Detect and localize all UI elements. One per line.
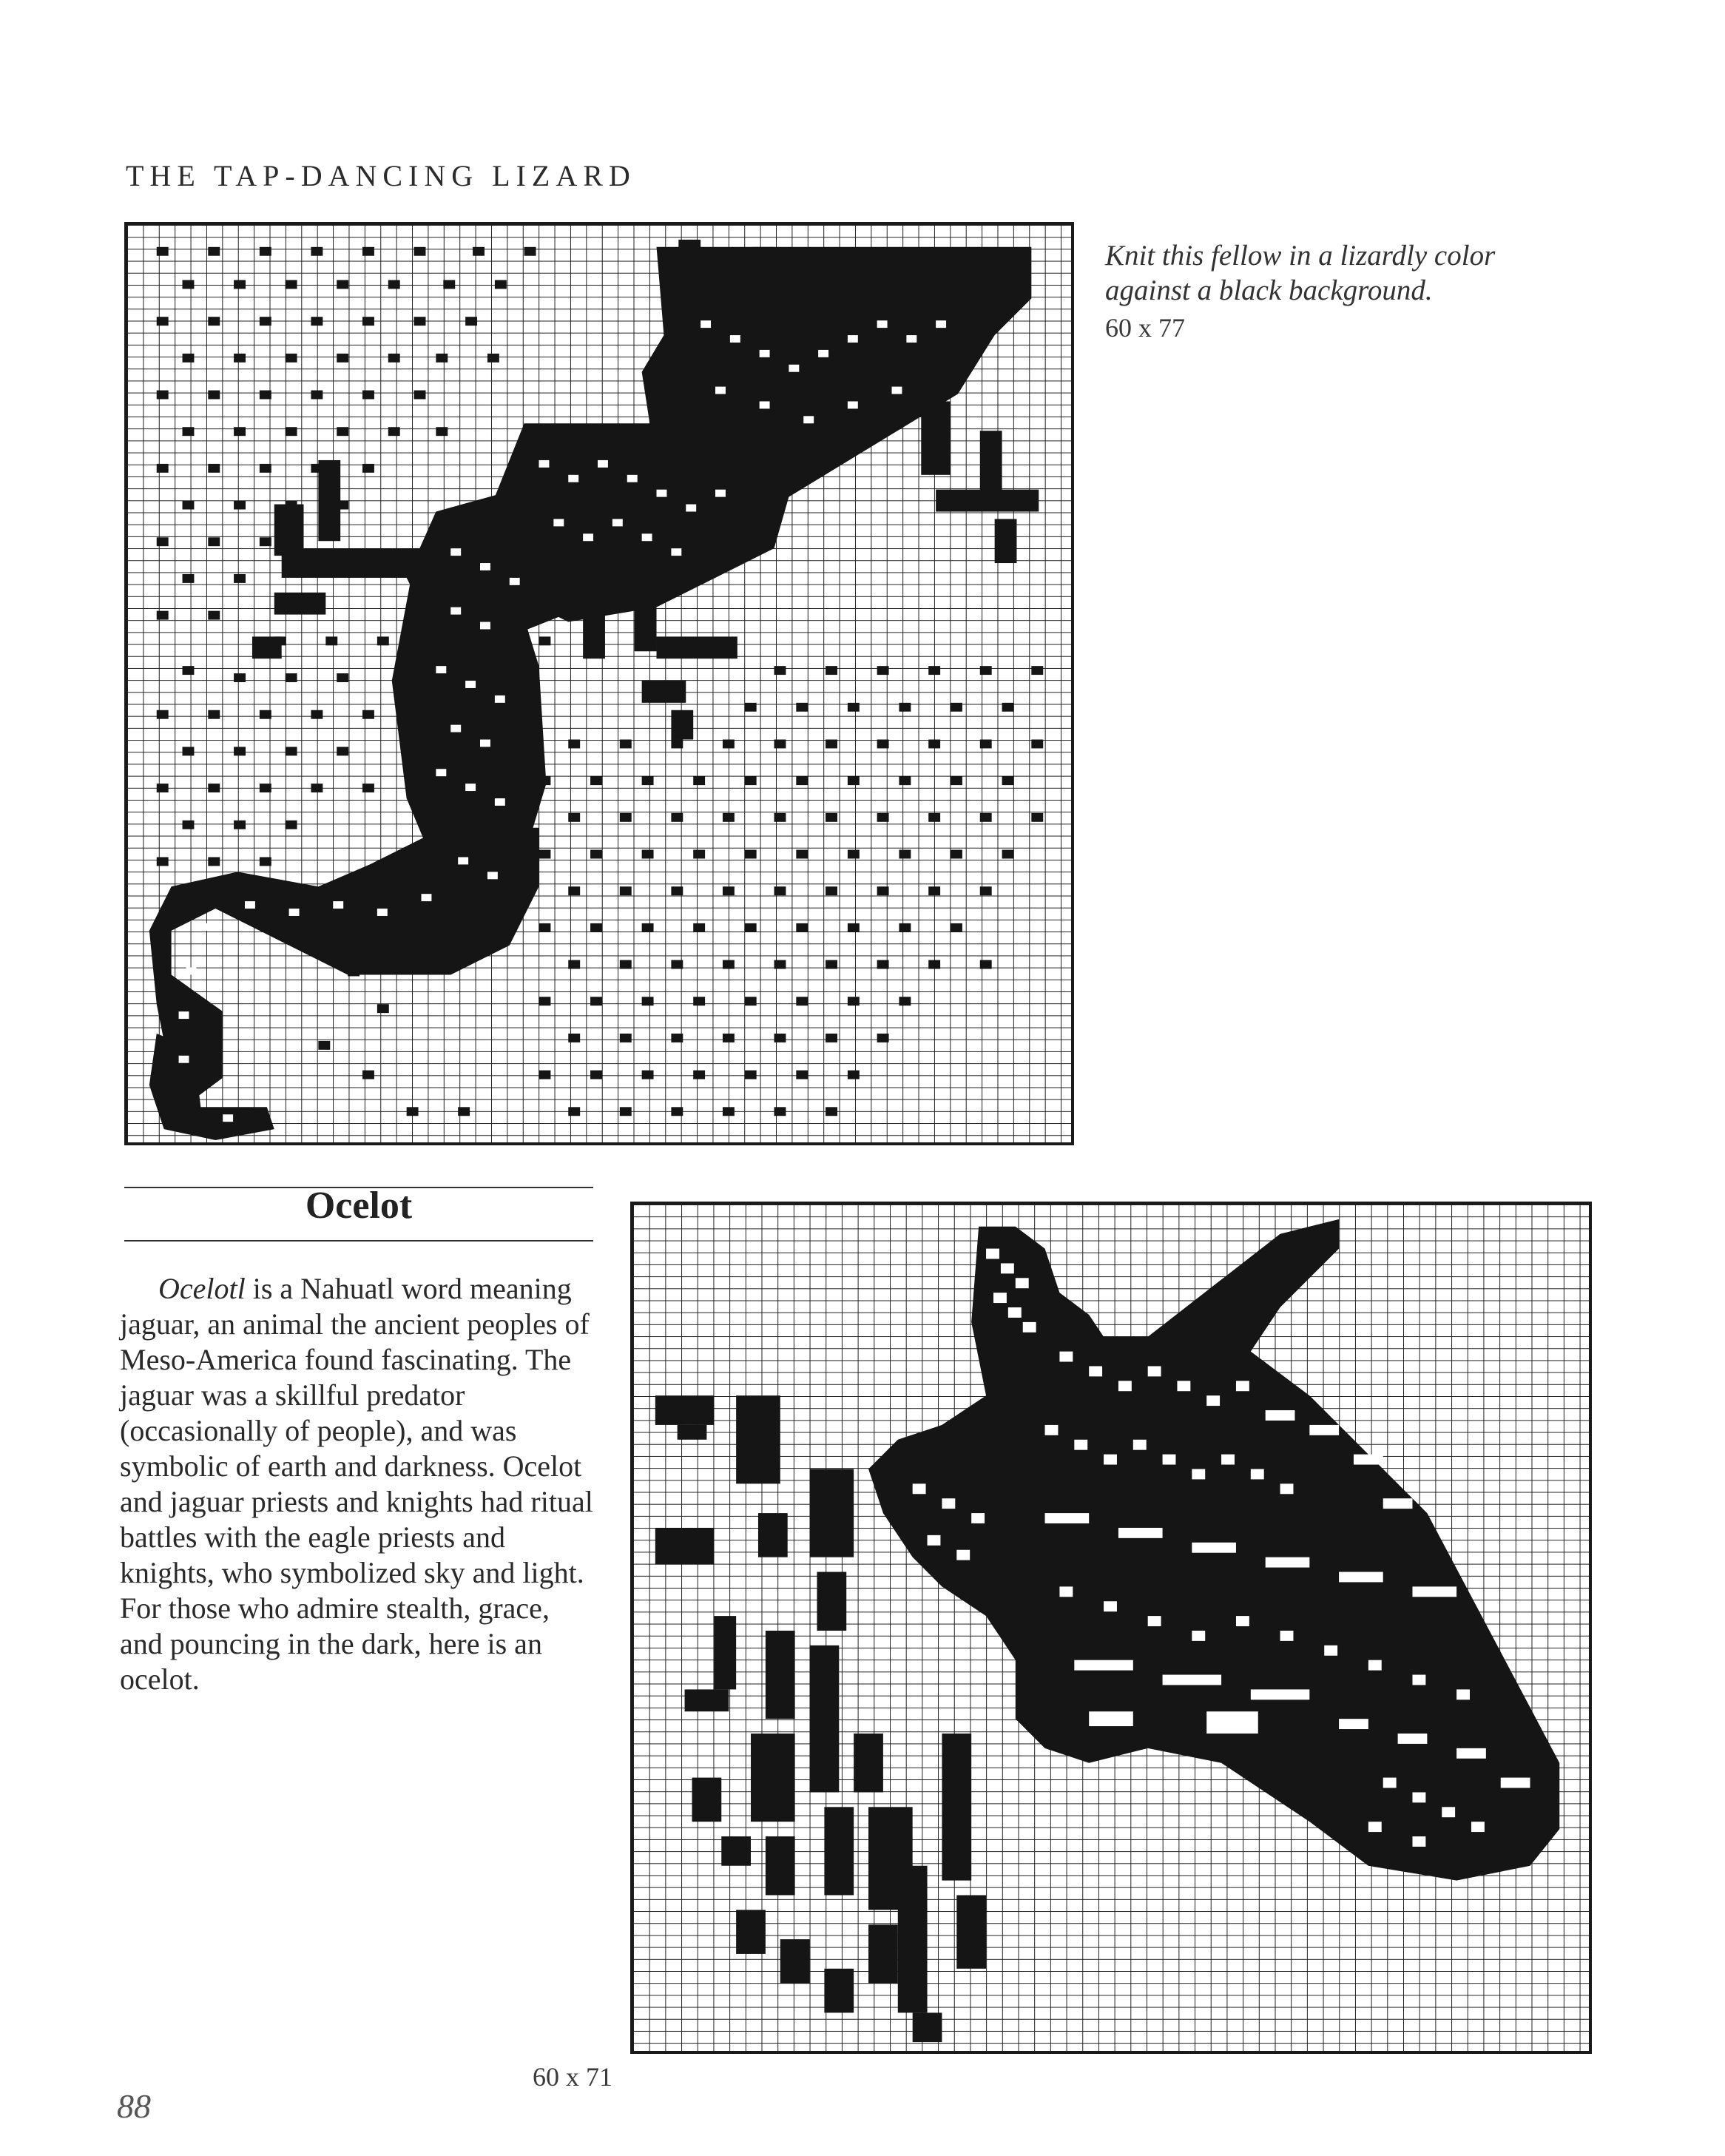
section-rule-bottom <box>124 1240 593 1242</box>
ocelot-knitting-chart <box>630 1202 1592 2054</box>
lizard-motif-graphic <box>127 225 1071 1142</box>
ocelot-title: Ocelot <box>305 1185 413 1227</box>
ocelot-intro-term: Ocelotl <box>158 1272 246 1305</box>
lizard-caption <box>1105 238 1564 308</box>
lizard-caption-line2: against a black background. <box>1105 274 1433 306</box>
lizard-caption-line1: Knit this fellow in a lizardly color <box>1105 240 1496 272</box>
running-head: THE TAP-DANCING LIZARD <box>126 159 636 192</box>
page-number: 88 <box>117 2087 151 2125</box>
ocelot-motif-graphic <box>633 1205 1589 2051</box>
lizard-knitting-chart <box>124 222 1074 1145</box>
ocelot-intro-text: is a Nahuatl word meaning jaguar, an animal the ancient peoples of Meso-America found fascinating. The jaguar was a skillful predator (occasionally of people), and was symbolic of earth and darkness. Ocelot and jaguar priests and knights had ritual battles with the eagle priests and knights, who symbolized sky and light. For those who admire stealth, grace, and pouncing in the dark, here is an ocelot. <box>120 1272 593 1696</box>
lizard-dimensions: 60 x 77 <box>1105 313 1185 343</box>
ocelot-dimensions: 60 x 71 <box>533 2062 612 2092</box>
ocelot-description <box>120 1271 593 1697</box>
